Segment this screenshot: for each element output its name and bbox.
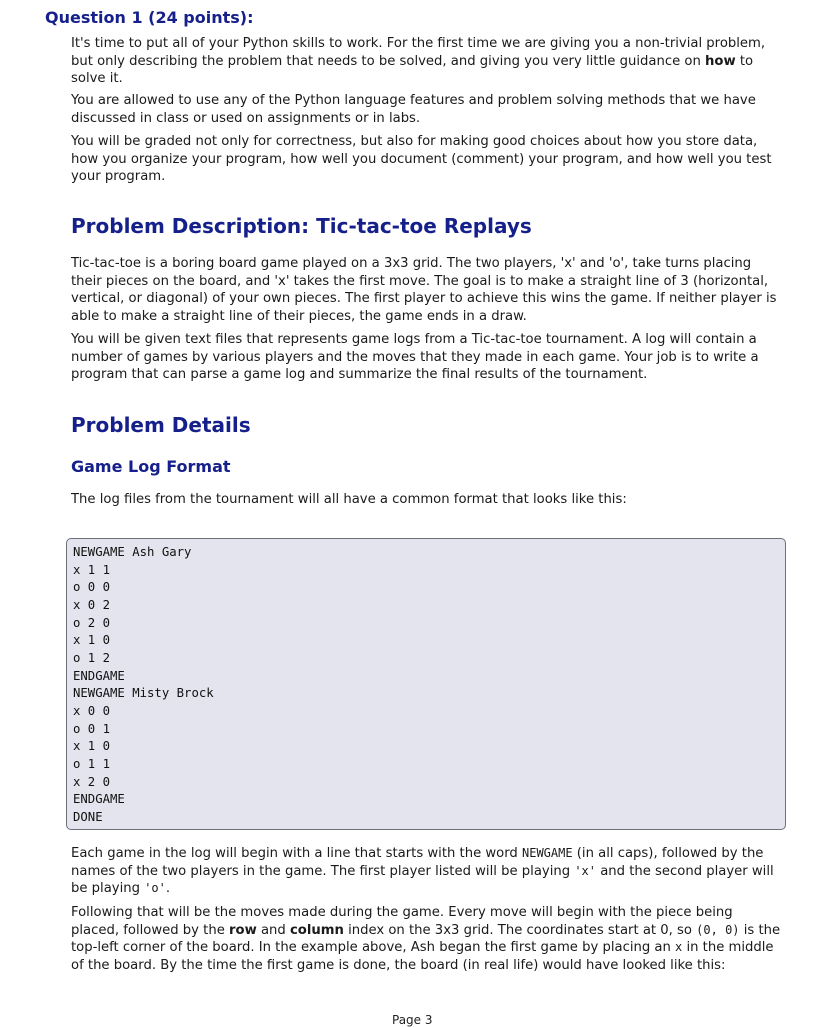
code-block	[66, 538, 786, 830]
page-number: Page 3	[392, 1013, 433, 1027]
intro-p1-tail: to solve it.	[71, 53, 754, 87]
origin-inline-code: (0, 0)	[696, 922, 740, 937]
explain2-text-a: Following that will be the moves made during the game. Every move will begin with the piece being placed, followed by the	[71, 905, 733, 938]
code-line: ENDGAME	[73, 792, 125, 806]
explain2-text-e: in the middle of the board. By the time the first game is done, the board (in real life) would have looked like this:	[71, 940, 774, 973]
column-bold: column	[289, 922, 344, 938]
o-inline-code: 'o'	[144, 881, 166, 896]
log-format-intro: The log files from the tournament will all have a common format that looks like this:	[71, 492, 627, 507]
code-line: o 1 2	[73, 651, 111, 665]
code-line: o 1 1	[73, 757, 111, 771]
explanation-paragraph-2	[71, 904, 783, 974]
row-bold: row	[229, 922, 257, 938]
code-line: x 0 2	[73, 598, 111, 612]
code-line: o 2 0	[73, 616, 111, 630]
problem-paragraph-2: You will be given text files that represents game logs from a Tic-tac-toe tournament. A log will contain a number of games by various players and the moves that they made in each game. Your job is to write a program that can parse a game log and summarize the final results of the tournament.	[71, 332, 759, 383]
intro-paragraph-3: You will be graded not only for correctness, but also for making good choices about how you store data, how you organize your program, how well you document (comment) your program, and how well you test your program.	[71, 134, 772, 185]
code-line: o 0 1	[73, 722, 111, 736]
question-title: Question 1 (24 points):	[45, 8, 254, 27]
code-line: x 1 1	[73, 563, 111, 577]
explain2-text-b: and	[256, 922, 290, 938]
x-inline-code: 'x'	[574, 863, 596, 878]
intro-p1-text: It's time to put all of your Python skills to work. For the first time we are giving you a non-trivial problem, but only describing the problem that needs to be solved, and giving you very little guidance on	[71, 36, 766, 69]
intro-paragraph-2: You are allowed to use any of the Python language features and problem solving methods that we have discussed in class or used on assignments or in labs.	[71, 93, 756, 126]
code-line: NEWGAME Misty Brock	[73, 686, 214, 700]
intro-paragraph-1	[71, 35, 783, 88]
game-log-format-heading: Game Log Format	[71, 457, 231, 476]
explanation-paragraph-1	[71, 845, 783, 898]
code-line: x 0 0	[73, 704, 111, 718]
code-line: x 1 0	[73, 633, 111, 647]
explain1-text-d: .	[165, 881, 171, 897]
newgame-inline-code: NEWGAME	[522, 846, 573, 860]
explain1-text-a: Each game in the log will begin with a line that starts with the word	[71, 846, 522, 861]
explain1-text-b: (in all caps), followed by the names of the two players in the game. The first player listed will be playing	[71, 846, 764, 879]
code-line: DONE	[73, 810, 103, 824]
explain2-text-d: is the top-left corner of the board. In the example above, Ash began the first game by placing an	[71, 922, 781, 956]
problem-description-heading: Problem Description: Tic-tac-toe Replays	[71, 214, 532, 238]
problem-paragraph-1: Tic-tac-toe is a boring board game played on a 3x3 grid. The two players, 'x' and 'o', take turns placing their pieces on the board, and 'x' takes the first move. The goal is to make a straight line of 3 (horizontal, vertical, or diagonal) of your own pieces. The first player to achieve this wins the game. If neither player is able to make a straight line of their pieces, the game ends in a draw.	[71, 256, 777, 324]
code-line: o 0 0	[73, 580, 111, 594]
code-line: NEWGAME Ash Gary	[73, 545, 192, 559]
problem-details-heading: Problem Details	[71, 413, 251, 437]
x-piece-inline-code: x	[675, 940, 683, 955]
explain1-text-c: and the second player will be playing	[71, 863, 774, 897]
explain2-text-c: index on the 3x3 grid. The coordinates start at 0, so	[343, 922, 697, 938]
code-line: ENDGAME	[73, 669, 125, 683]
intro-p1-bold: how	[705, 53, 736, 69]
code-line: x 1 0	[73, 739, 111, 753]
code-line: x 2 0	[73, 775, 111, 789]
